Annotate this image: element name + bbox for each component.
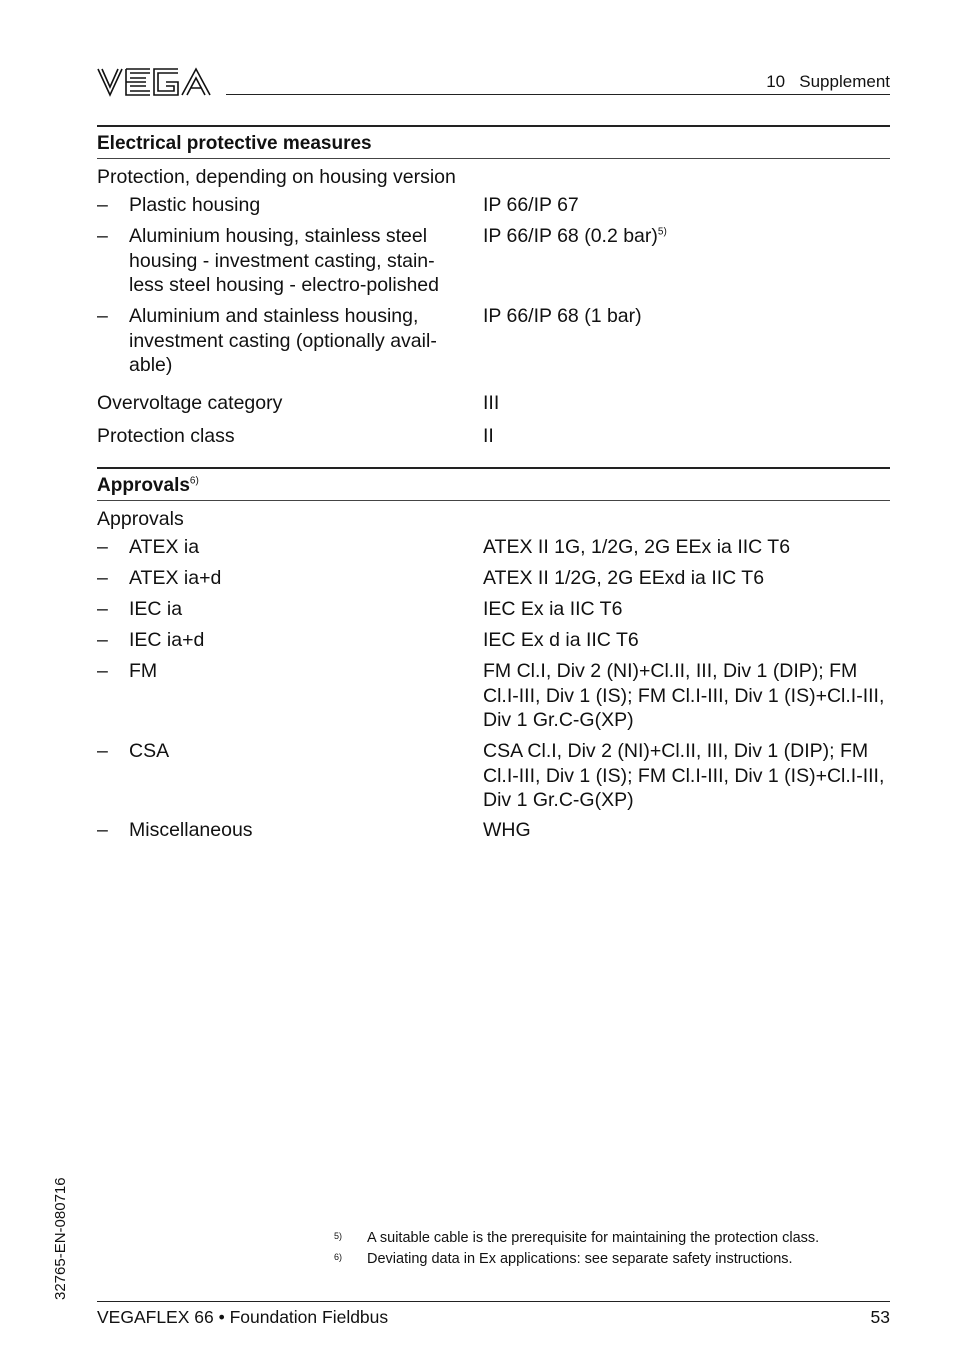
header-section: 10 Supplement: [766, 72, 890, 91]
list-dash: –: [97, 305, 108, 327]
spec-label: Aluminium housing, stainless steel housing - investment casting, stain-less steel housing - electro-polished: [129, 225, 440, 296]
footnote-text: Deviating data in Ex applications: see separate safety instructions.: [367, 1251, 793, 1267]
footer-rule: [97, 1301, 890, 1302]
section-title-approvals: [97, 475, 199, 497]
spec-value: IEC Ex d ia IIC T6: [483, 629, 639, 651]
spec-label: Miscellaneous: [129, 819, 253, 841]
spec-value: ATEX II 1/2G, 2G EExd ia IIC T6: [483, 567, 765, 589]
spec-value: IP 66/IP 67: [483, 194, 579, 216]
page-number: 53: [870, 1307, 890, 1327]
spec-label: FM: [129, 660, 158, 682]
section-bottom-rule: [97, 158, 890, 159]
list-dash: –: [97, 536, 108, 558]
spec-label: Plastic housing: [129, 194, 261, 216]
footnote-ref: 5): [657, 226, 667, 238]
approvals-title: Approvals: [97, 475, 190, 496]
spec-value: FM Cl.I, Div 2 (NI)+Cl.II, III, Div 1 (DIP); FM Cl.I-III, Div 1 (IS); FM Cl.I-III, Div 1 (IS)+Cl.I-III, Div 1 Gr.C-G(XP): [483, 660, 885, 731]
list-dash: –: [97, 819, 108, 841]
spec-value: ATEX II 1G, 1/2G, 2G EEx ia IIC T6: [483, 536, 791, 558]
spec-value: III: [483, 392, 500, 414]
footnote-ref: 6): [189, 475, 199, 487]
spec-label: Overvoltage category: [97, 392, 283, 414]
list-dash: –: [97, 660, 108, 682]
approvals-label: Approvals: [97, 508, 184, 530]
list-dash: –: [97, 225, 108, 247]
footnote-text: A suitable cable is the prerequisite for maintaining the protection class.: [367, 1230, 820, 1246]
footnote: [334, 1228, 819, 1249]
list-dash: –: [97, 194, 108, 216]
footnote: [334, 1249, 819, 1270]
footnotes: [334, 1228, 819, 1270]
spec-label: Aluminium and stainless housing, investment casting (optionally avail-able): [129, 305, 437, 376]
spec-value: II: [483, 425, 494, 447]
footnote-mark: 5): [334, 1231, 343, 1241]
section-bottom-rule: [97, 500, 890, 501]
spec-value: IP 66/IP 68 (1 bar): [483, 305, 642, 327]
footnote-mark: 6): [334, 1252, 343, 1262]
list-dash: –: [97, 740, 108, 762]
spec-value: WHG: [483, 819, 531, 841]
spec-value-wrap: [483, 224, 893, 249]
spec-value: IEC Ex ia IIC T6: [483, 598, 623, 620]
spec-label: CSA: [129, 740, 170, 762]
footer-product: VEGAFLEX 66 • Foundation Fieldbus: [97, 1307, 389, 1327]
list-dash: –: [97, 629, 108, 651]
spec-label: Protection class: [97, 425, 235, 447]
spec-label: IEC ia+d: [129, 629, 205, 651]
vega-logo: [96, 66, 214, 98]
protection-label: Protection, depending on housing version: [97, 166, 456, 188]
section-top-rule: [97, 467, 890, 469]
spec-label: IEC ia: [129, 598, 183, 620]
spec-value: IP 66/IP 68 (0.2 bar): [483, 225, 658, 247]
spec-value: CSA Cl.I, Div 2 (NI)+Cl.II, III, Div 1 (DIP); FM Cl.I-III, Div 1 (IS); FM Cl.I-III, Div 1 (IS)+Cl.I-III, Div 1 Gr.C-G(XP): [483, 740, 885, 811]
document-id: 32765-EN-080716: [52, 1177, 69, 1300]
list-dash: –: [97, 598, 108, 620]
section-title-electrical: Electrical protective measures: [97, 133, 372, 154]
section-top-rule: [97, 125, 890, 127]
spec-label: ATEX ia: [129, 536, 200, 558]
header-rule: [226, 94, 890, 95]
list-dash: –: [97, 567, 108, 589]
spec-label: ATEX ia+d: [129, 567, 222, 589]
